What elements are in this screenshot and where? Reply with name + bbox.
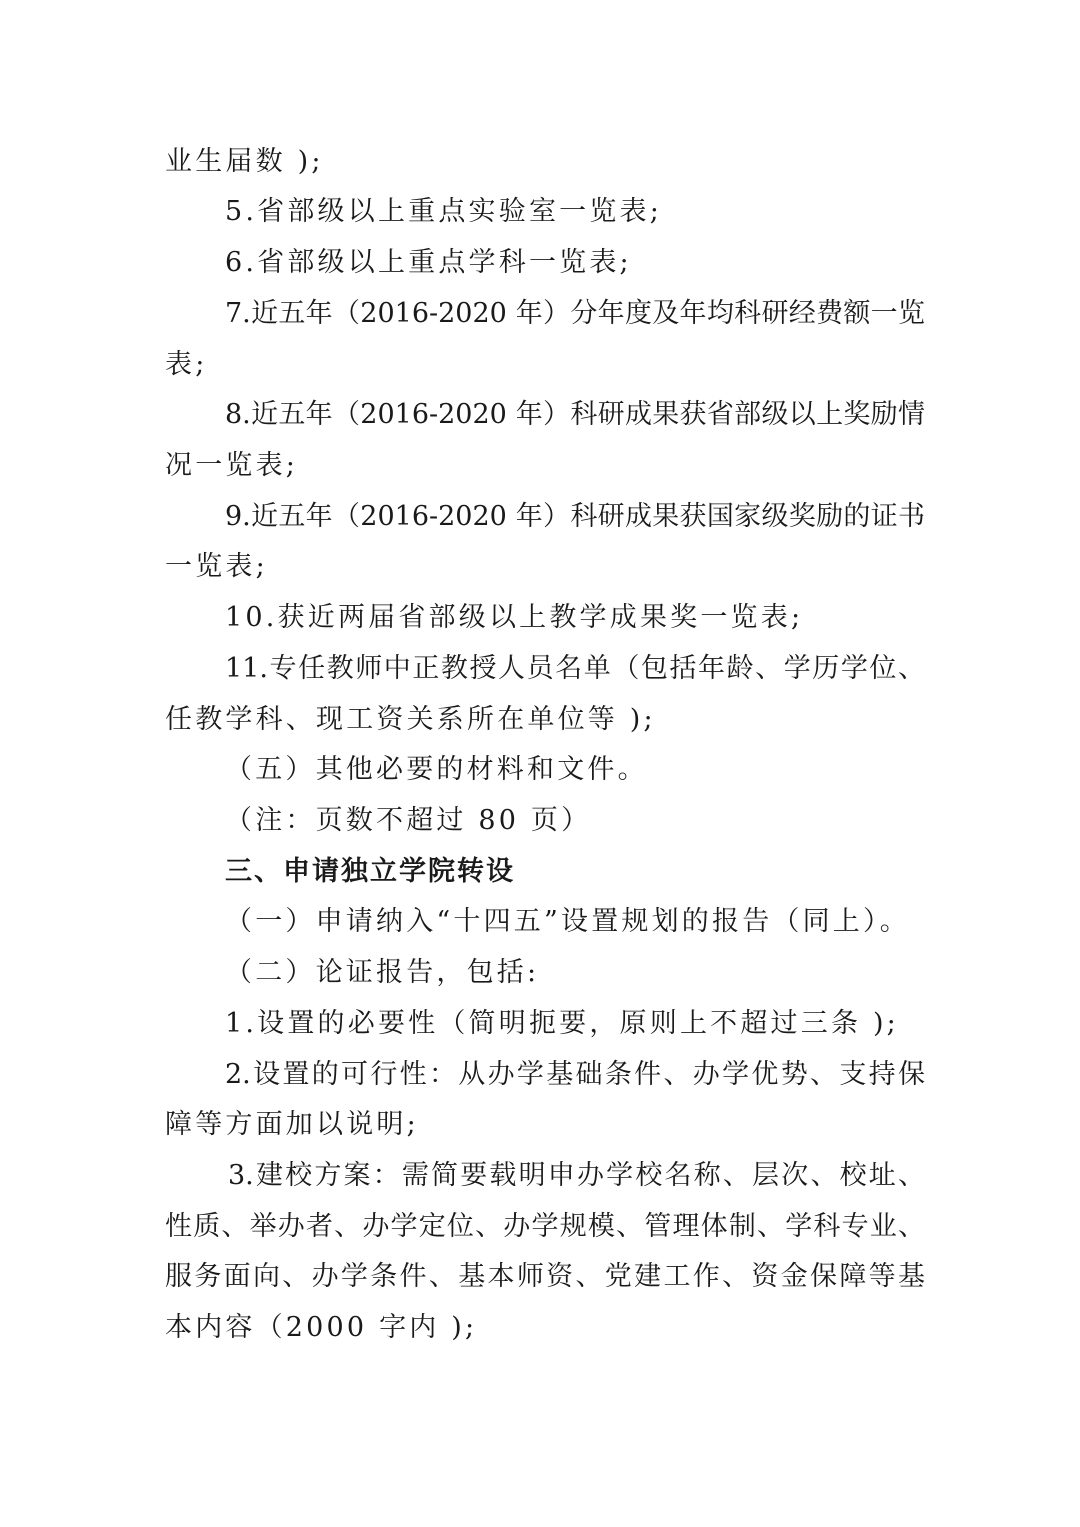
text-line: 任教学科、现工资关系所在单位等 ); — [165, 704, 656, 735]
list-item: 1.设置的必要性（简明扼要，原则上不超过三条 ); — [225, 1008, 899, 1039]
section-heading: 三、申请独立学院转设 — [225, 856, 515, 887]
text-line: 本内容（2000 字内 ); — [165, 1312, 478, 1343]
text-line: 障等方面加以说明; — [165, 1109, 419, 1140]
section-item: （二）论证报告，包括: — [225, 957, 540, 988]
text-line: 业生届数 ); — [165, 146, 324, 177]
text-line: 性质、举办者、办学定位、办学规模、管理体制、学科专业、 — [165, 1211, 925, 1242]
text-line: 一览表; — [165, 551, 268, 582]
list-item: 10.获近两届省部级以上教学成果奖一览表; — [225, 602, 804, 633]
list-item: 3.建校方案：需简要载明申办学校名称、层次、校址、 — [228, 1160, 925, 1191]
note: （注：页数不超过 80 页） — [225, 805, 592, 836]
list-item: 8.近五年（2016-2020 年）科研成果获省部级以上奖励情 — [225, 399, 925, 430]
list-item: 11.专任教师中正教授人员名单（包括年龄、学历学位、 — [225, 653, 925, 684]
list-item: 9.近五年（2016-2020 年）科研成果获国家级奖励的证书 — [225, 501, 925, 532]
list-item: 6.省部级以上重点学科一览表; — [225, 247, 632, 278]
text-line: 表; — [165, 349, 208, 380]
section-item: （五）其他必要的材料和文件。 — [225, 754, 648, 785]
text-line: 况一览表; — [165, 450, 299, 481]
list-item: 7.近五年（2016-2020 年）分年度及年均科研经费额一览 — [225, 298, 925, 329]
section-item: （一）申请纳入“十四五”设置规划的报告（同上）。 — [225, 906, 910, 937]
list-item: 5.省部级以上重点实验室一览表; — [225, 196, 663, 227]
text-line: 服务面向、办学条件、基本师资、党建工作、资金保障等基 — [165, 1261, 925, 1292]
list-item: 2.设置的可行性：从办学基础条件、办学优势、支持保 — [225, 1059, 925, 1090]
